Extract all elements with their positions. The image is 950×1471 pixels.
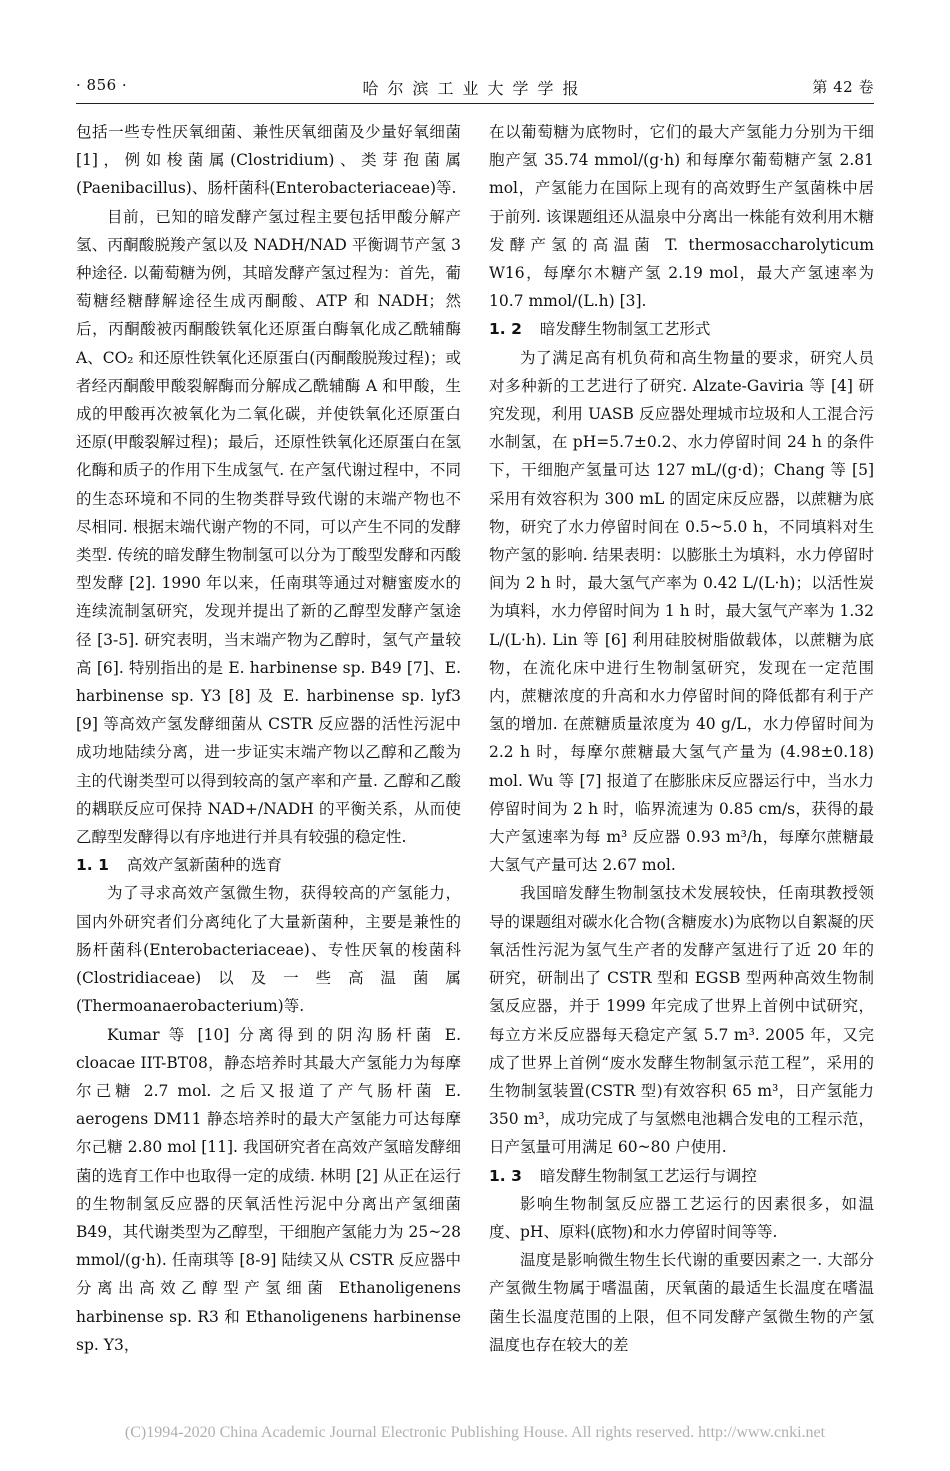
- body-paragraph: 影响生物制氢反应器工艺运行的因素很多，如温度、pH、原料(底物)和水力停留时间等等.: [489, 1194, 874, 1241]
- body-paragraph: 为了寻求高效产氢微生物，获得较高的产氢能力，国内外研究者们分离纯化了大量新菌种，主要是兼性的肠杆菌科(Enterobacteriaceae)、专性厌氧的梭菌科(Clostridiaceae)以及一些高温菌属(Thermoanaerobacterium)等.: [76, 884, 461, 1016]
- section-number: 1. 1: [76, 856, 109, 875]
- body-paragraph: 为了满足高有机负荷和高生物量的要求，研究人员对多种新的工艺进行了研究. Alzate-Gaviria 等 [4] 研究发现，利用 UASB 反应器处理城市垃圾和人工混合污水制氢，在 pH=5.7±0.2、水力停留时间 24 h 的条件下，干细胞产氢量可达 127 mL/(g·d)；Chang 等 [5] 采用有效容积为 300 mL 的固定床反应器，以蔗糖为底物，研究了水力停留时间在 0.5~5.0 h，不同填料对生物产氢的影响. 结果表明：以膨胀土为填料，水力停留时间为 2 h 时，最大氢气产率为 0.42 L/(L·h)；以活性炭为填料，水力停留时间为 1 h 时，最大氢气产率为 1.32 L/(L·h). Lin 等 [6] 利用硅胶树脂做载体，以蔗糖为底物，在流化床中进行生物制氢研究，发现在一定范围内，蔗糖浓度的升高和水力停留时间的降低都有利于产氢的增加. 在蔗糖质量浓度为 40 g/L，水力停留时间为 2.2 h 时，每摩尔蔗糖最大氢气产量为 (4.98±0.18) mol. Wu 等 [7] 报道了在膨胀床反应器运行中，当水力停留时间为 2 h 时，临界流速为 0.85 cm/s，获得的最大产氢速率为每 m³ 反应器 0.93 m³/h，每摩尔蔗糖最大氢气产量可达 2.67 mol.: [489, 348, 874, 875]
- section-heading: [489, 1162, 874, 1190]
- section-number: 1. 3: [489, 1166, 522, 1185]
- section-title: 暗发酵生物制氢工艺运行与调控: [539, 1166, 757, 1185]
- copyright-footer: (C)1994-2020 China Academic Journal Electronic Publishing House. All rights reserved. http://www.cnki.net: [124, 1424, 826, 1441]
- body-paragraph: 我国暗发酵生物制氢技术发展较快，任南琪教授领导的课题组对碳水化合物(含糖废水)为底物以自絮凝的厌氧活性污泥为氢气生产者的发酵产氢进行了近 20 年的研究，研制出了 CSTR 型和 EGSB 型两种高效生物制氢反应器，并于 1999 年完成了世界上首例中试研究，每立方米反应器每天稳定产氢 5.7 m³. 2005 年，又完成了世界上首例“废水发酵生物制氢示范工程”，采用的生物制氢装置(CSTR 型)有效容积 65 m³，日产氢能力 350 m³，成功完成了与氢燃电池耦合发电的工程示范，日产氢量可用满足 60~80 户使用.: [489, 884, 874, 1157]
- section-title: 暗发酵生物制氢工艺形式: [539, 320, 711, 339]
- left-column: [76, 118, 461, 1359]
- body-paragraph: Kumar 等 [10] 分离得到的阴沟肠杆菌 E. cloacae IIT-BT08，静态培养时其最大产氢能力为每摩尔己糖 2.7 mol. 之后又报道了产气肠杆菌 E. aerogens DM11 静态培养时的最大产氢能力可达每摩尔己糖 2.80 mol [11]. 我国研究者在高效产氢暗发酵细菌的选育工作中也取得一定的成绩. 林明 [2] 从正在运行的生物制氢反应器的厌氧活性污泥中分离出产氢细菌 B49，其代谢类型为乙醇型，干细胞产氢能力为 25~28 mmol/(g·h). 任南琪等 [8-9] 陆续又从 CSTR 反应器中分离出高效乙醇型产氢细菌 Ethanoligenens harbinense sp. R3 和 Ethanoligenens harbinense sp. Y3，: [76, 1025, 461, 1354]
- section-number: 1. 2: [489, 320, 522, 339]
- journal-title: 哈尔滨工业大学学报: [362, 79, 588, 98]
- body-paragraph: 包括一些专性厌氧细菌、兼性厌氧细菌及少量好氧细菌 [1]，例如梭菌属(Clostridium)、类芽孢菌属(Paenibacillus)、肠杆菌科(Enterobacteriaceae)等.: [76, 123, 461, 198]
- body-paragraph: 在以葡萄糖为底物时，它们的最大产氢能力分别为干细胞产氢 35.74 mmol/(g·h) 和每摩尔葡萄糖产氢 2.81 mol，产氢能力在国际上现有的高效野生产氢菌株中居于前列. 该课题组还从温泉中分离出一株能有效利用木糖发酵产氢的高温菌 T. thermosaccharolyticum W16，每摩尔木糖产氢 2.19 mol，最大产氢速率为 10.7 mmol/(L.h) [3].: [489, 123, 874, 311]
- header-rule: [76, 103, 874, 104]
- section-heading: [489, 315, 874, 343]
- page-number: · 856 ·: [76, 76, 128, 94]
- body-paragraph: 温度是影响微生物生长代谢的重要因素之一. 大部分产氢微生物属于嗜温菌，厌氧菌的最适生长温度在嗜温菌生长温度范围的上限，但不同发酵产氢微生物的产氢温度也存在较大的差: [489, 1251, 874, 1354]
- section-title: 高效产氢新菌种的选育: [126, 856, 282, 875]
- body-paragraph: 目前，已知的暗发酵产氢过程主要包括甲酸分解产氢、丙酮酸脱羧产氢以及 NADH/NAD 平衡调节产氢 3 种途径. 以葡萄糖为例，其暗发酵产氢过程为：首先，葡萄糖经糖酵解途径生成丙酮酸、ATP 和 NADH；然后，丙酮酸被丙酮酸铁氧化还原蛋白酶氧化成乙酰辅酶 A、CO₂ 和还原性铁氧化还原蛋白(丙酮酸脱羧过程)；或者经丙酮酸甲酸裂解酶而分解成乙酰辅酶 A 和甲酸，生成的甲酸再次被氧化为二氧化碳，并使铁氧化还原蛋白还原(甲酸裂解过程)；最后，还原性铁氧化还原蛋白在氢化酶和质子的作用下生成氢气. 在产氢代谢过程中，不同的生态环境和不同的生物类群导致代谢的末端产物也不尽相同. 根据末端代谢产物的不同，可以产生不同的发酵类型. 传统的暗发酵生物制氢可以分为丁酸型发酵和丙酸型发酵 [2]. 1990 年以来，任南琪等通过对糖蜜废水的连续流制氢研究，发现并提出了新的乙醇型发酵产氢途径 [3-5]. 研究表明，当末端产物为乙醇时，氢气产量较高 [6]. 特别指出的是 E. harbinense sp. B49 [7]、E. harbinense sp. Y3 [8] 及 E. harbinense sp. lyf3 [9] 等高效产氢发酵细菌从 CSTR 反应器的活性污泥中成功地陆续分离，进一步证实末端产物以乙醇和乙酸为主的代谢类型可以得到较高的氢产率和产量. 乙醇和乙酸的耦联反应可保持 NAD+/NADH 的平衡关系，从而使乙醇型发酵得以有序地进行并具有较强的稳定性.: [76, 207, 461, 847]
- section-heading: [76, 851, 461, 879]
- volume-label: 第 42 卷: [812, 78, 874, 96]
- right-column: [489, 118, 874, 1359]
